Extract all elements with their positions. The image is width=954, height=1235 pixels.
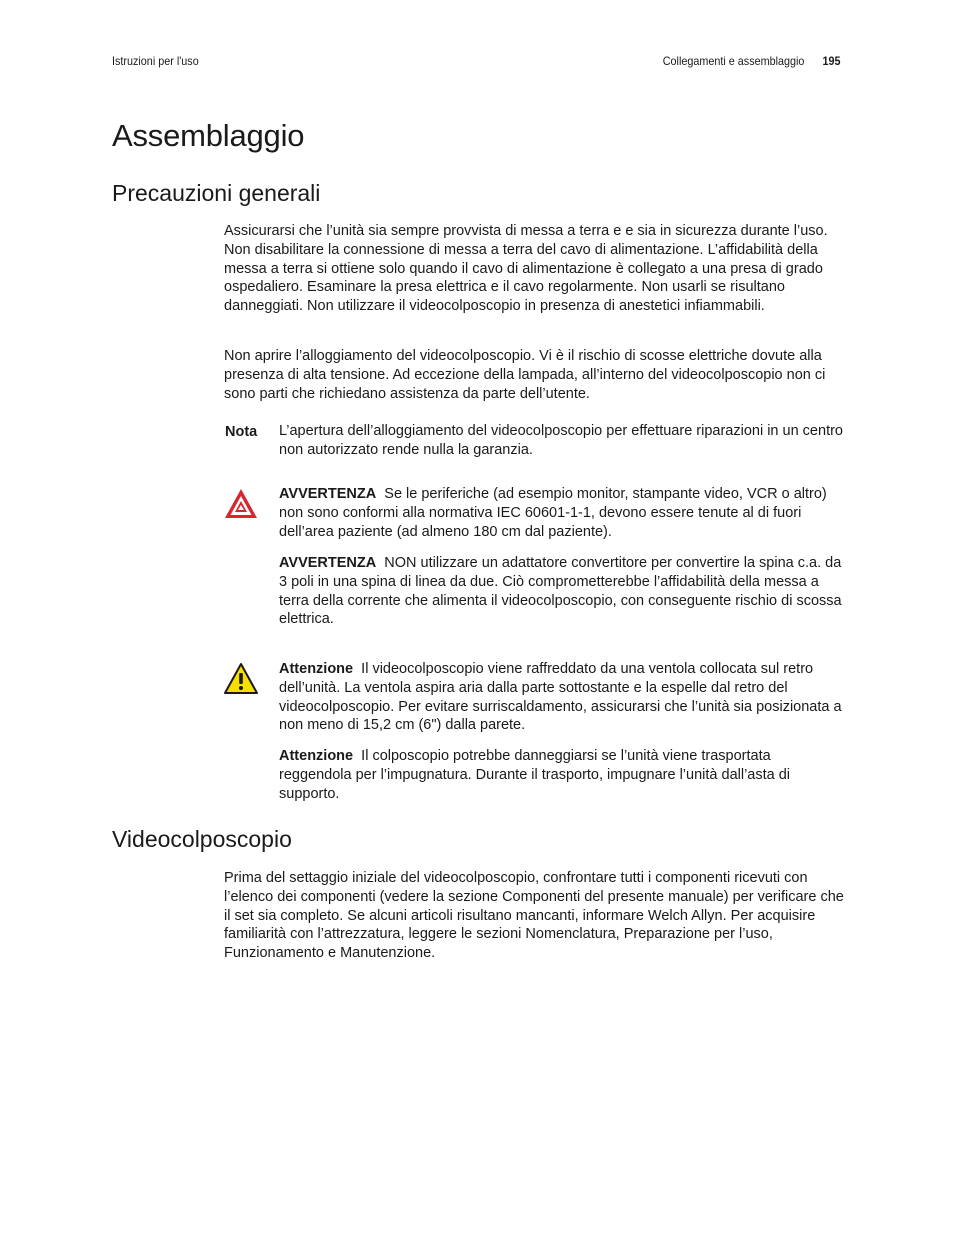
paragraph-setup: Prima del settaggio iniziale del videocolposcopio, confrontare tutti i componenti ricevuti con l’elenco dei componenti (vedere la sezione Componenti del presente manuale) per verificare che il set sia completo. Se alcuni articoli risultano mancanti, informare Welch Allyn. Per acquisire familiarità con l’attrezzatura, leggere le sezioni Nomenclatura, Preparazione per l’uso, Funzionamento e Manutenzione. — [224, 870, 844, 962]
caution-1-label: Attenzione — [279, 661, 354, 677]
page-title: Assemblaggio — [112, 118, 305, 153]
caution-2-text: Il colposcopio potrebbe danneggiarsi se l’unità viene trasportata reggendola per l’impugnatura. Durante il trasporto, impugnare l’unità dall’asta di supporto. — [279, 748, 791, 802]
warning-1 — [279, 485, 844, 541]
section-heading-precauzioni: Precauzioni generali — [112, 180, 321, 206]
warning-triangle-icon — [223, 487, 259, 521]
note-label: Nota — [225, 424, 258, 440]
warning-2-text: NON utilizzare un adattatore convertitore per convertire la spina c.a. da 3 poli in una spina di linea da due. Ciò comprometterebbe l’affidabilità della messa a terra della corrente che alimenta il videocolposcopio, con conseguente rischio di scossa elettrica. — [279, 555, 842, 628]
warning-1-text: Se le periferiche (ad esempio monitor, stampante video, VCR o altro) non sono conformi alla normativa IEC 60601-1-1, devono essere tenute al di fuori dell’area paziente (ad almeno 180 cm dal paziente). — [279, 486, 827, 540]
note-text: L’apertura dell’alloggiamento del videocolposcopio per effettuare riparazioni in un centro non autorizzato rende nulla la garanzia. — [279, 423, 843, 458]
warning-2 — [279, 554, 844, 629]
running-header-left: Istruzioni per l'uso — [112, 54, 199, 68]
running-header-right — [662, 53, 840, 69]
caution-2 — [279, 747, 844, 803]
paragraph-housing: Non aprire l’alloggiamento del videocolposcopio. Vi è il rischio di scosse elettriche dovute alla presenza di alta tensione. Ad eccezione della lampada, all’interno del videocolposcopio non ci sono parti che richiedano assistenza da parte dell’utente. — [224, 348, 826, 402]
caution-1-text: Il videocolposcopio viene raffreddato da una ventola collocata sul retro dell’unità. La ventola aspira aria dalla parte sottostante e la espelle dal retro del videocolposcopio. Per evitare surriscaldamento, assicurarsi che l’unità sia posizionata a non meno di 15,2 cm (6") dalla parete. — [279, 661, 842, 734]
warning-2-label: AVVERTENZA — [279, 555, 377, 571]
section-heading-videocolposcopio: Videocolposcopio — [112, 826, 292, 852]
paragraph-grounding: Assicurarsi che l’unità sia sempre provvista di messa a terra e e sia in sicurezza durante l’uso. Non disabilitare la connessione di messa a terra del cavo di alimentazione. L’affidabilità della messa a terra si ottiene solo quando il cavo di alimentazione è collegato a una presa di grado ospedaliero. Esaminare la presa elettrica e il cavo regolarmente. Non usarli se risultano danneggiati. Non utilizzare il videocolposcopio in presenza di anestetici infiammabili. — [224, 223, 828, 315]
running-header-section: Collegamenti e assemblaggio — [662, 54, 804, 68]
caution-2-label: Attenzione — [279, 748, 354, 764]
caution-exclamation-icon — [223, 662, 259, 695]
page-number: 195 — [821, 54, 840, 68]
warning-1-label: AVVERTENZA — [279, 486, 377, 502]
caution-1 — [279, 660, 844, 735]
